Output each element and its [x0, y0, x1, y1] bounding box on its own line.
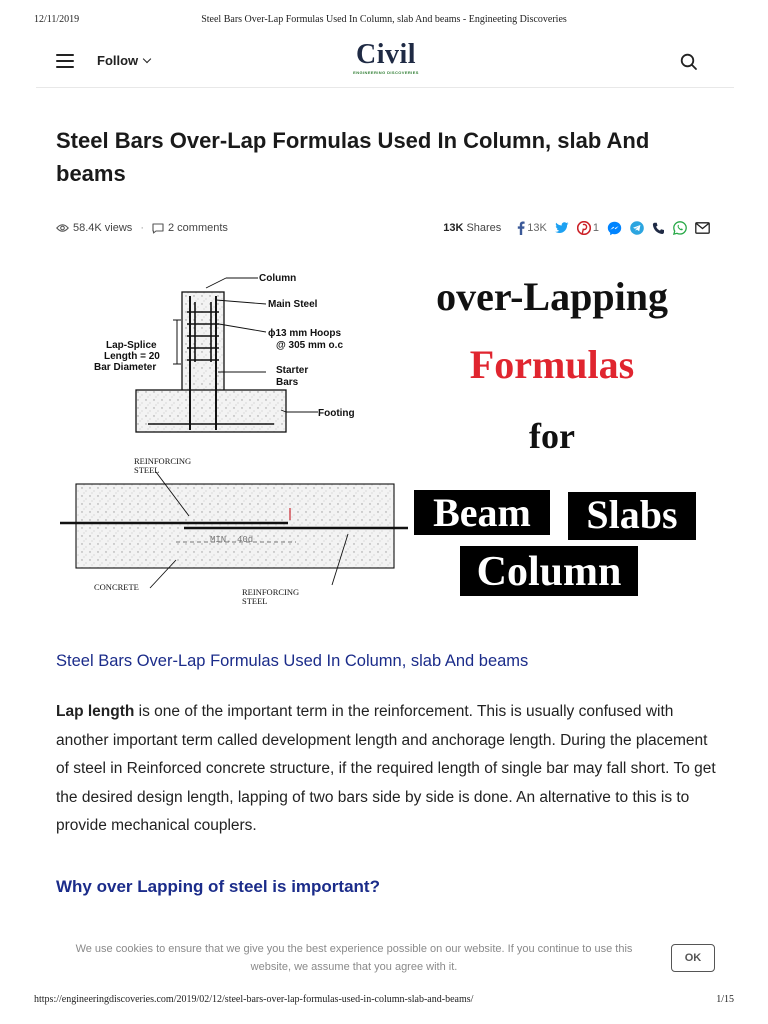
- comments-text: 2 comments: [167, 222, 228, 234]
- shares-count: 13K: [443, 222, 464, 234]
- label-concrete: CONCRETE: [94, 582, 139, 592]
- label-hoops-2: @ 305 mm o.c: [276, 340, 344, 351]
- logo-text: Civil: [355, 39, 417, 70]
- sub-heading: Steel Bars Over-Lap Formulas Used In Column, slab And beams: [56, 652, 529, 670]
- print-footer: [0, 994, 768, 1010]
- search-icon[interactable]: [680, 53, 698, 71]
- email-share-button[interactable]: [695, 222, 710, 234]
- whatsapp-icon: [673, 221, 687, 235]
- tag-slabs: Slabs: [586, 492, 678, 537]
- phone-share-button[interactable]: [652, 222, 665, 235]
- messenger-icon: [607, 221, 622, 236]
- cookie-text: We use cookies to ensure that we give you the best experience possible on our website. If you continue to use this website, we assume that you agree with it.: [75, 943, 633, 973]
- phone-icon: [652, 222, 665, 235]
- label-min-lap: MIN. 40d: [210, 535, 254, 545]
- telegram-share-button[interactable]: [630, 221, 644, 235]
- tag-beam: Beam: [433, 490, 531, 535]
- label-column: Column: [259, 273, 297, 284]
- site-logo[interactable]: [350, 40, 422, 82]
- tag-column: Column: [476, 549, 622, 595]
- messenger-share-button[interactable]: [607, 221, 622, 236]
- views-count: [56, 222, 132, 234]
- label-lap-2: Length = 20: [104, 351, 160, 362]
- label-reinforcing-2: STEEL: [134, 465, 160, 475]
- facebook-count: 13K: [527, 222, 547, 234]
- print-title: Steel Bars Over-Lap Formulas Used In Column, slab And beams - Engineeting Discoveries: [201, 14, 567, 25]
- intro-paragraph: [56, 698, 718, 841]
- follow-button[interactable]: [97, 53, 150, 68]
- section-heading: Why over Lapping of steel is important?: [56, 877, 380, 896]
- views-text: 58.4K views: [73, 222, 133, 234]
- twitter-share-button[interactable]: [555, 222, 569, 234]
- headline-overlapping: over-Lapping: [436, 274, 668, 319]
- label-lap-1: Lap-Splice: [106, 340, 157, 351]
- email-icon: [695, 222, 710, 234]
- pinterest-count: 1: [592, 222, 599, 234]
- featured-image: [56, 262, 716, 612]
- article-meta: [56, 220, 228, 236]
- cookie-banner: [0, 930, 768, 984]
- headline-formulas: Formulas: [469, 342, 635, 387]
- chevron-down-icon: [143, 55, 151, 63]
- print-page-number: 1/15: [716, 994, 734, 1005]
- label-reinforcing-1: REINFORCING: [134, 456, 192, 466]
- label-starter-1: Starter: [276, 365, 309, 376]
- intro-text: is one of the important term in the reinforcement. This is usually confused with another important term called development length and anchorage length. During the placement of steel in Reinforced concrete structure, if the required length of single bar may fall short. To get the desired design length, lapping of two bars side by side is done. An alternative to this is to provide mechanical couplers.: [56, 703, 716, 834]
- article-title: Steel Bars Over-Lap Formulas Used In Column, slab And beams: [56, 128, 650, 186]
- meta-separator: ·: [140, 222, 144, 234]
- lap-length-term: Lap length: [56, 703, 135, 720]
- logo-subtext: ENGINEERING DISCOVERIES: [353, 70, 419, 75]
- label-starter-2: Bars: [276, 377, 299, 388]
- featured-illustration: [56, 262, 716, 612]
- pinterest-share-button[interactable]: [577, 221, 599, 235]
- follow-label: Follow: [97, 53, 139, 68]
- label-hoops-1: ϕ13 mm Hoops: [268, 328, 342, 339]
- eye-icon: [56, 223, 69, 233]
- label-reinforcing2-1: REINFORCING: [242, 587, 300, 597]
- print-url: https://engineeringdiscoveries.com/2019/02/12/steel-bars-over-lap-formulas-used-in-column-slab-and-beams/: [34, 994, 474, 1005]
- print-header: [0, 14, 768, 30]
- label-main-steel: Main Steel: [268, 299, 318, 310]
- shares-label: Shares: [466, 222, 502, 234]
- headline-for: for: [529, 416, 575, 456]
- comment-icon: [152, 223, 164, 234]
- whatsapp-share-button[interactable]: [673, 221, 687, 235]
- label-footing: Footing: [318, 408, 355, 419]
- site-header: [36, 36, 734, 88]
- label-lap-3: Bar Diameter: [94, 362, 157, 373]
- facebook-icon: [517, 221, 525, 235]
- print-date: 12/11/2019: [34, 14, 80, 25]
- label-reinforcing2-2: STEEL: [242, 596, 268, 606]
- comments-link[interactable]: [152, 222, 228, 234]
- twitter-icon: [555, 222, 569, 234]
- pinterest-icon: [577, 221, 591, 235]
- facebook-share-button[interactable]: [517, 221, 547, 235]
- telegram-icon: [630, 221, 644, 235]
- cookie-ok-button[interactable]: OK: [671, 944, 715, 972]
- hamburger-icon[interactable]: [56, 54, 74, 68]
- share-bar: [443, 219, 710, 237]
